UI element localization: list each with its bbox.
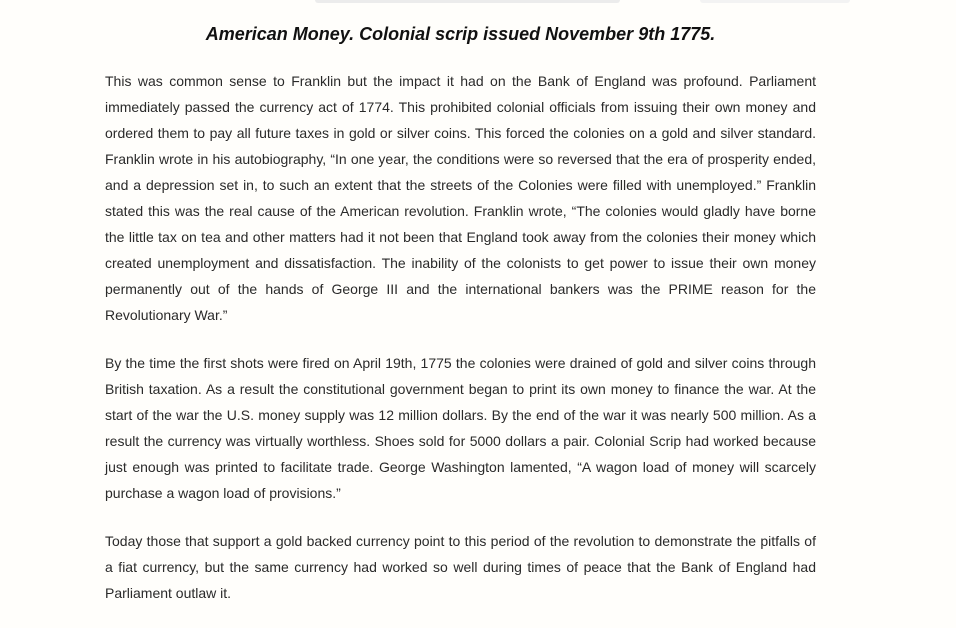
top-divider-left <box>315 0 620 3</box>
paragraph-gold-backed: Today those that support a gold backed currency point to this period of the revolution to demonstrate the pitfalls of a fiat currency, but the same currency had worked so well during times of peace that the Bank of England had Parliament outlaw it. <box>105 533 816 601</box>
paragraph-currency-act: This was common sense to Franklin but the impact it had on the Bank of England was profound. Parliament immediately passed the currency act of 1774. This prohibited colonial officials from issuing their own money and ordered them to pay all future taxes in gold or silver coins. This forced the colonies on a gold and silver standard. Franklin wrote in his autobiography, “In one year, the conditions were so reversed that the era of prosperity ended, and a depression set in, to such an extent that the streets of the Colonies were filled with unemployed.” Franklin stated this was the real cause of the American revolution. Franklin wrote, “The colonies would gladly have borne the little tax on tea and other matters had it not been that England took away from the colonies their money which created unemployment and dissatisfaction. The inability of the colonists to get power to issue their own money permanently out of the hands of George III and the international bankers was the PRIME reason for the Revolutionary War.” <box>105 73 816 323</box>
image-caption: American Money. Colonial scrip issued November 9th 1775. <box>205 24 716 44</box>
paragraph-revolution-finance: By the time the first shots were fired on April 19th, 1775 the colonies were drained of gold and silver coins through British taxation. As a result the constitutional government began to print its own money to finance the war. At the start of the war the U.S. money supply was 12 million dollars. By the end of the war it was nearly 500 million. As a result the currency was virtually worthless. Shoes sold for 5000 dollars a pair. Colonial Scrip had worked because just enough was printed to facilitate trade. George Washington lamented, “A wagon load of money will scarcely purchase a wagon load of provisions.” <box>105 355 816 501</box>
top-divider-right <box>700 0 850 3</box>
article-body <box>105 22 816 628</box>
